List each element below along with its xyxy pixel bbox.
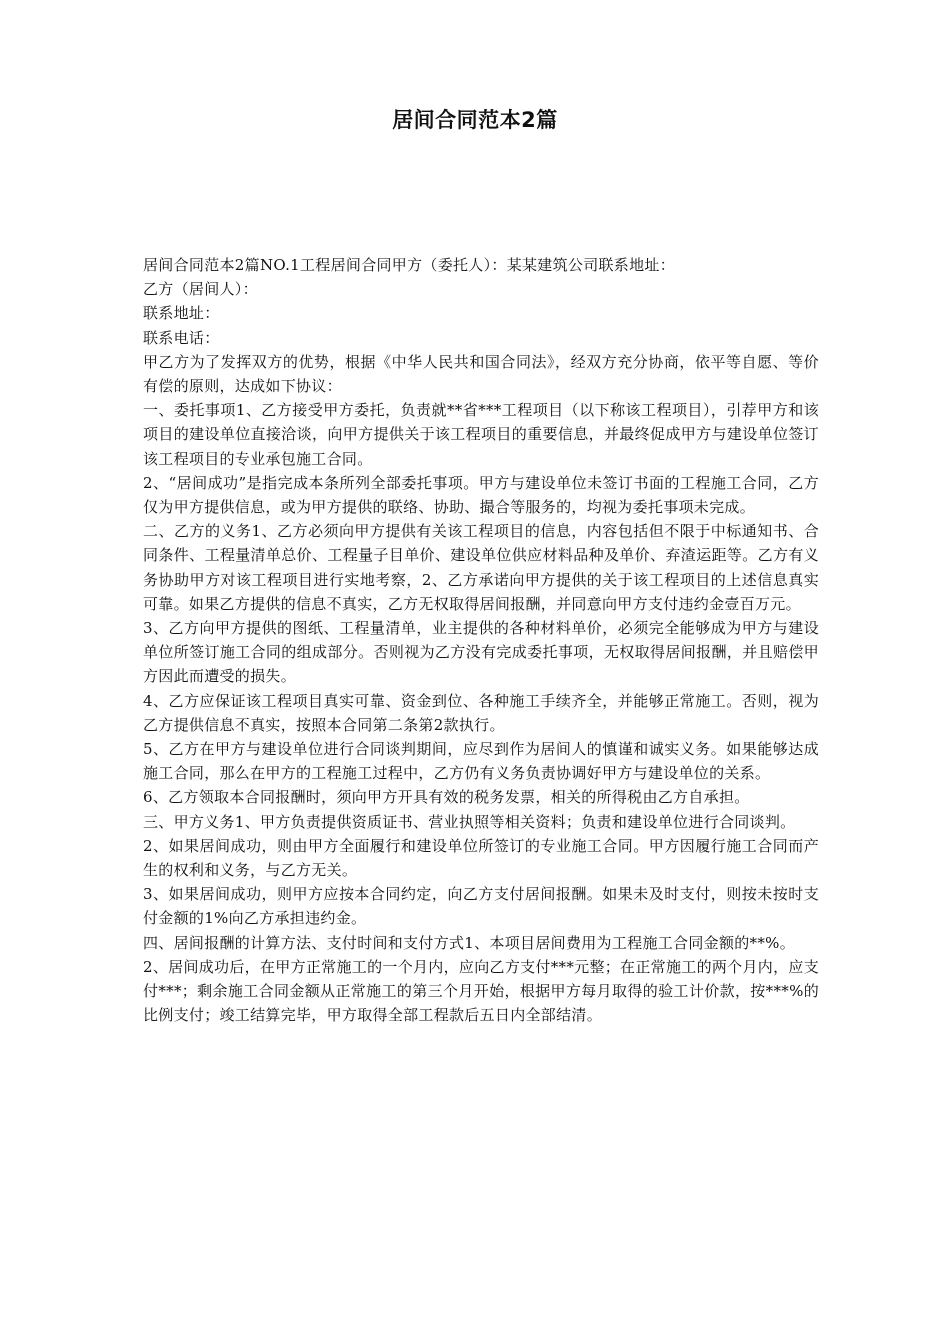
paragraph-section-1-item-2: 2、“居间成功”是指完成本条所列全部委托事项。甲方与建设单位未签订书面的工程施工合同，乙方仅为甲方提供信息，或为甲方提供的联络、协助、撮合等服务的，均视为委托事项未完成。 xyxy=(143,473,819,517)
paragraph-section-4-item-1: 四、居间报酬的计算方法、支付时间和支付方式1、本项目居间费用为工程施工合同金额的**%。 xyxy=(143,933,796,952)
paragraph-phone: 联系电话： xyxy=(143,328,220,347)
paragraph-header: 居间合同范本2篇NO.1工程居间合同甲方（委托人）：某某建筑公司联系地址： xyxy=(143,256,676,274)
paragraph-section-4-item-2: 2、居间成功后，在甲方正常施工的一个月内，应向乙方支付***元整；在正常施工的两个月内，应支付***；剩余施工合同金额从正常施工的第三个月开始，根据甲方每月取得的验工计价款，按***%的比例支付；竣工结算完毕，甲方取得全部工程款后五日内全部结清。 xyxy=(143,957,819,1025)
document-body xyxy=(143,253,819,1028)
paragraph-section-1-item-1: 一、委托事项1、乙方接受甲方委托，负责就**省***工程项目（以下称该工程项目），引荐甲方和该项目的建设单位直接洽谈，向甲方提供关于该工程项目的重要信息，并最终促成甲方与建设单位签订该工程项目的专业承包施工合同。 xyxy=(143,401,819,468)
paragraph-section-3-item-3: 3、如果居间成功，则甲方应按本合同约定，向乙方支付居间报酬。如果未及时支付，则按未按时支付金额的1%向乙方承担违约金。 xyxy=(143,885,819,928)
document-title: 居间合同范本2篇 xyxy=(392,108,558,132)
paragraph-section-3-item-1: 三、甲方义务1、甲方负责提供资质证书、营业执照等相关资料；负责和建设单位进行合同谈判。 xyxy=(143,812,796,831)
paragraph-section-2-item-4: 4、乙方应保证该工程项目真实可靠、资金到位、各种施工手续齐全，并能够正常施工。否则，视为乙方提供信息不真实，按照本合同第二条第2款执行。 xyxy=(143,691,819,734)
paragraph-section-2-item-5: 5、乙方在甲方与建设单位进行合同谈判期间，应尽到作为居间人的慎谨和诚实义务。如果能够达成施工合同，那么在甲方的工程施工过程中，乙方仍有义务负责协调好甲方与建设单位的关系。 xyxy=(143,740,819,783)
paragraph-section-2-item-1: 二、乙方的义务1、乙方必须向甲方提供有关该工程项目的信息，内容包括但不限于中标通知书、合同条件、工程量清单总价、工程量子目单价、建设单位供应材料品种及单价、弃渣运距等。乙方有义务协助甲方对该工程项目进行实地考察，2、乙方承诺向甲方提供的关于该工程项目的上述信息真实可靠。如果乙方提供的信息不真实，乙方无权取得居间报酬，并同意向甲方支付违约金壹百万元。 xyxy=(143,522,819,613)
paragraph-address: 联系地址： xyxy=(143,304,220,323)
paragraph-section-2-item-3: 3、乙方向甲方提供的图纸、工程量清单，业主提供的各种材料单价，必须完全能够成为甲方与建设单位所签订施工合同的组成部分。否则视为乙方没有完成委托事项，无权取得居间报酬，并且赔偿甲方因此而遭受的损失。 xyxy=(143,619,819,686)
paragraph-section-3-item-2: 2、如果居间成功，则由甲方全面履行和建设单位所签订的专业施工合同。甲方因履行施工合同而产生的权利和义务，与乙方无关。 xyxy=(143,836,819,880)
paragraph-party-b: 乙方（居间人）： xyxy=(143,280,258,299)
paragraph-section-2-item-6: 6、乙方领取本合同报酬时，须向甲方开具有效的税务发票，相关的所得税由乙方自承担。 xyxy=(143,788,750,807)
paragraph-preamble: 甲乙方为了发挥双方的优势，根据《中华人民共和国合同法》，经双方充分协商，依平等自愿、等价有偿的原则，达成如下协议： xyxy=(143,352,819,396)
